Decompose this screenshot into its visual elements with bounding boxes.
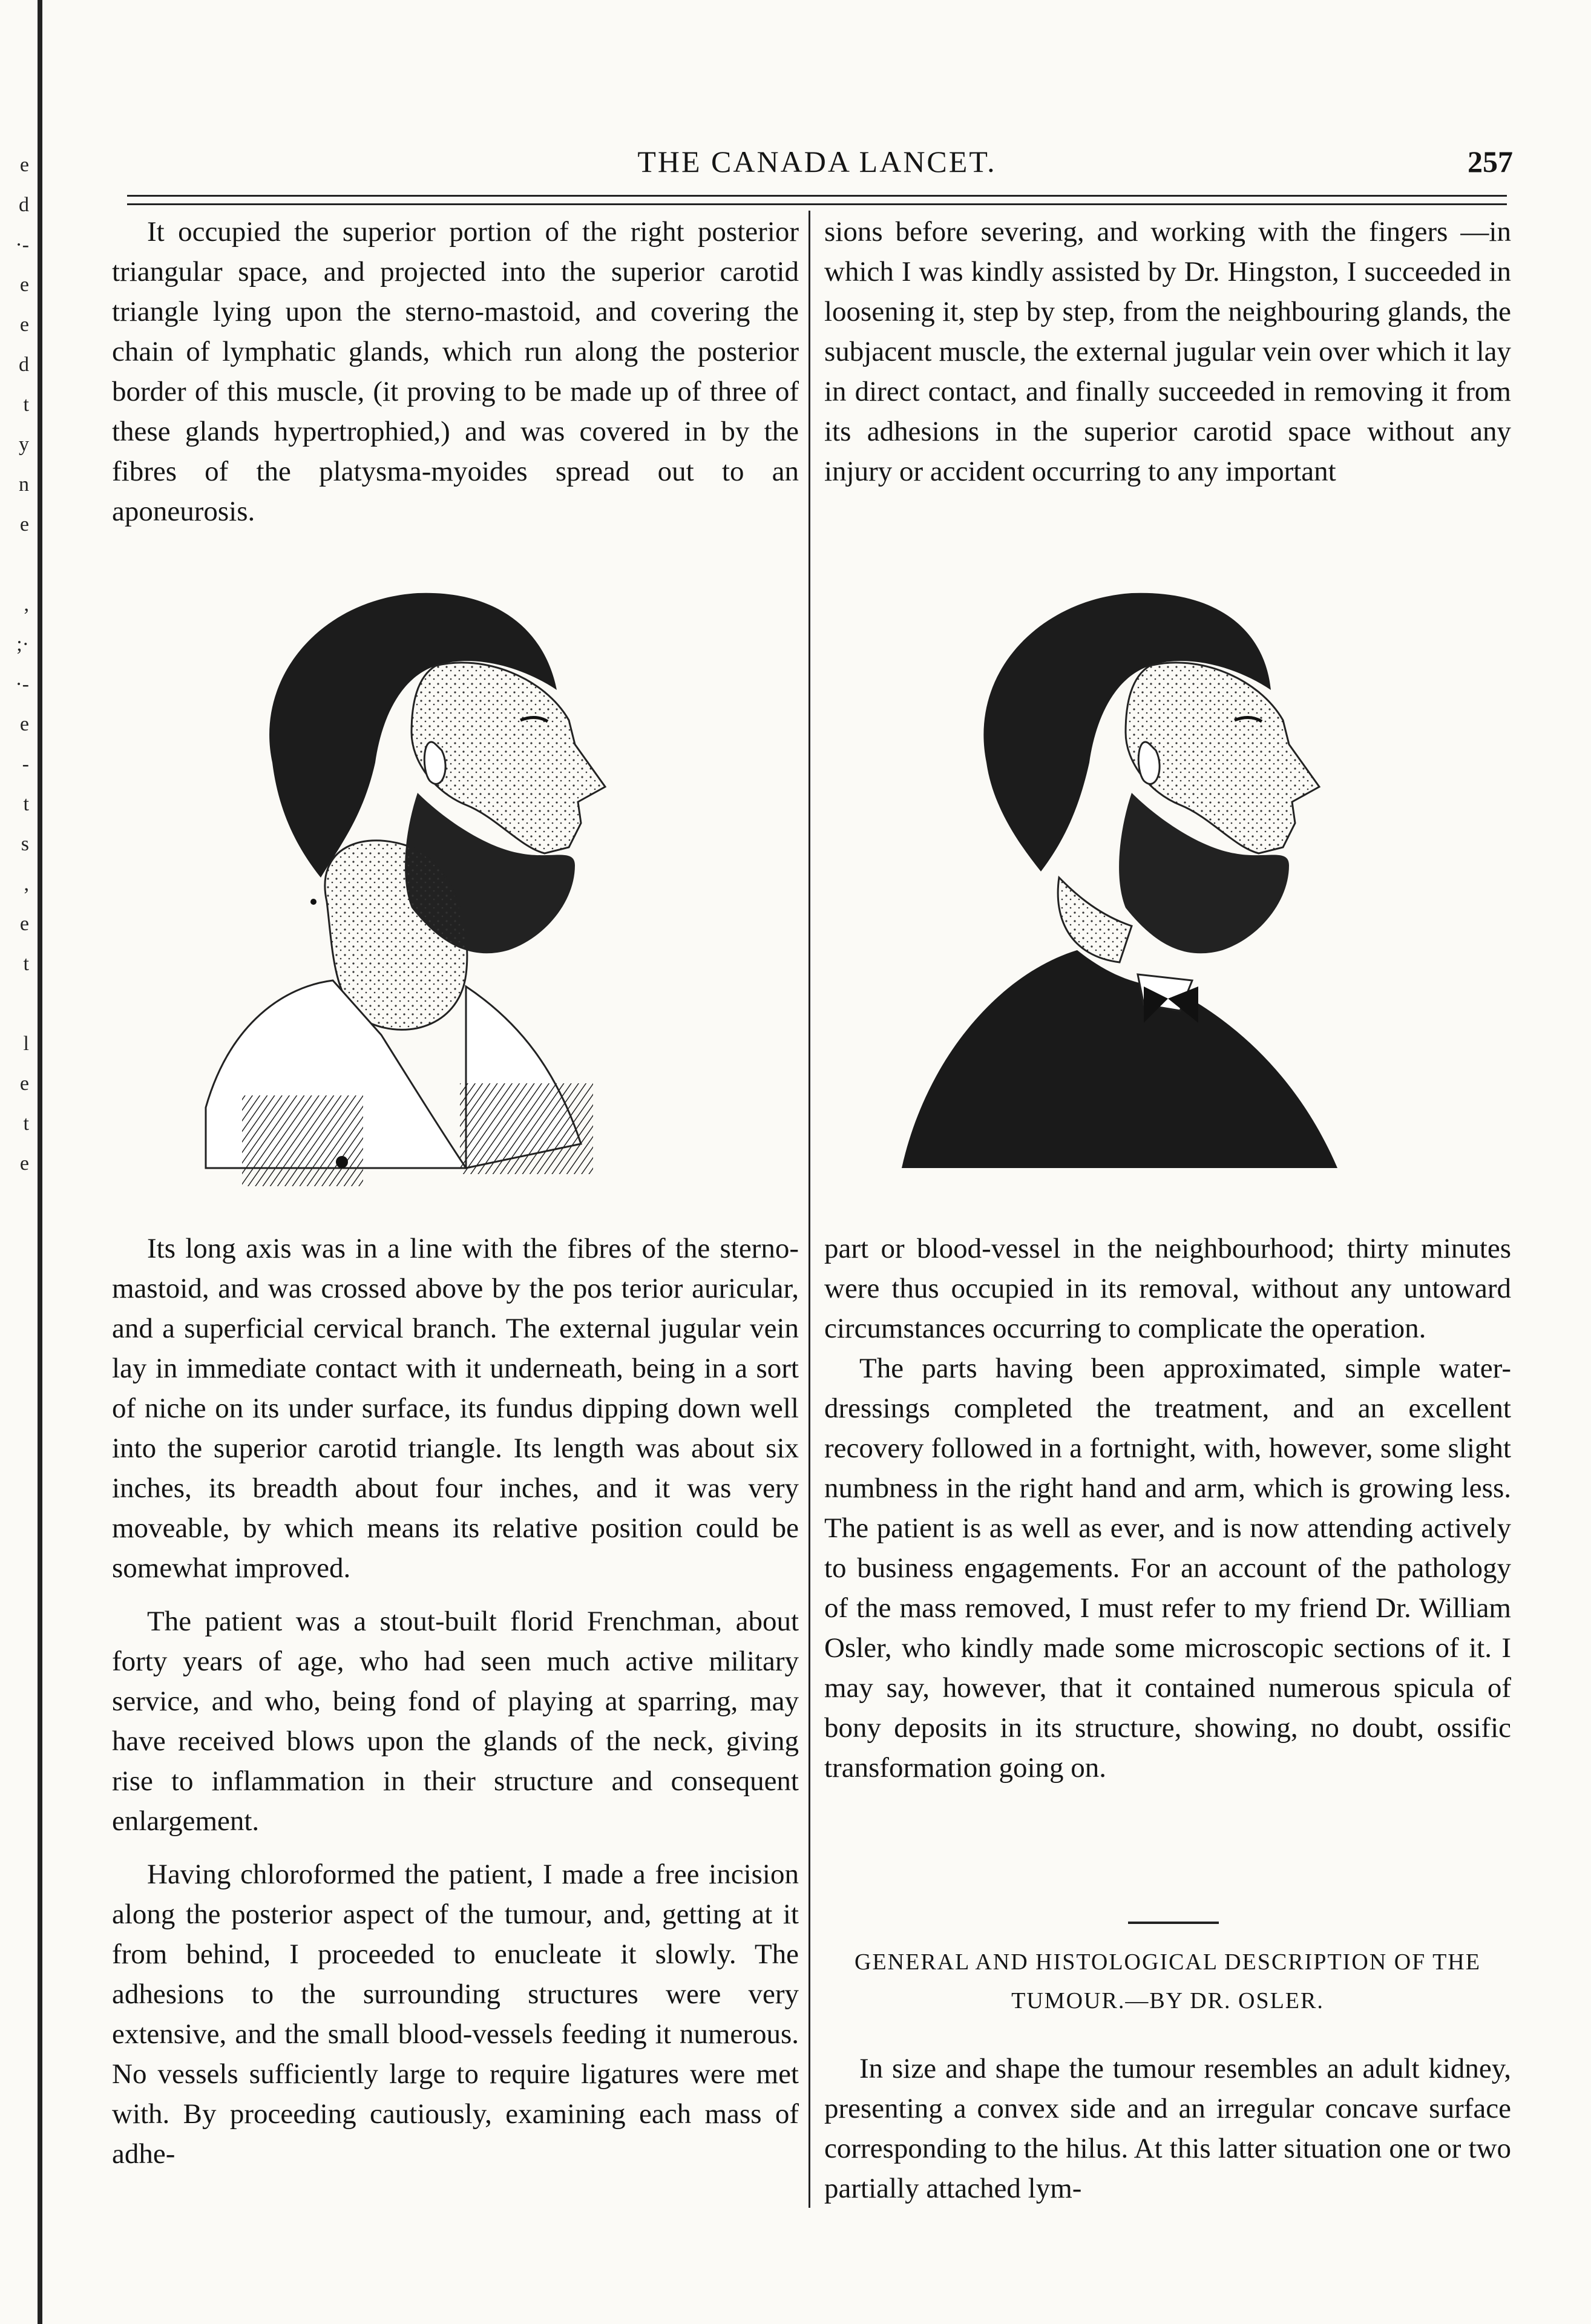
paragraph: The parts having been approximated, simple water-dressings completed the treatment, and an excellent recovery followed in a fortnight, with, however, some slight numbness in the right hand and arm, which is growing less. The patient is as well as ever, and is now attending actively to business engagements. For an account of the pathology of the mass removed, I must refer to my friend Dr. William Osler, who kindly made some microscopic sections of it. I may say, however, that it contained numerous spicula of bony deposits in its structure, showing, no doubt, ossific transformation going on. (824, 1353, 1511, 1784)
header-rule (127, 195, 1507, 197)
adjacent-page-fragments: e d ·- e e d t y n e , ;· ·- e - t s , e t l e t e (15, 154, 29, 1175)
paragraph: sions before severing, and working with the fingers —in which I was kindly assisted by Dr. Hingston, I succeeded in loosening it, step by step, from the neighbouring glands, the subjacent muscle, the external jugular vein over which it lay in direct contact, and finally succeeded in removing it from its adhesions in the superior carotid space without any injury or accident occurring to any important (824, 216, 1511, 487)
paragraph: Having chloroformed the patient, I made a free incision along the posterior aspect of the tumour, and, getting at it from behind, I proceeded to enucleate it slowly. The adhesions to the surrounding structures were very extensive, and the small blood-vessels feeding it numerous. No vessels sufficiently large to require ligatures were met with. By proceeding cautiously, examining each mass of adhe- (112, 1859, 799, 2170)
right-column-top (824, 212, 1511, 491)
paragraph: part or blood-vessel in the neighbourhood; thirty minutes were thus occupied in its removal, without any untoward circumstances occurring to complicate the operation. (824, 1233, 1511, 1344)
figure-patient-before-operation (182, 563, 702, 1216)
engraving-profile-with-neck-tumour (182, 563, 702, 1216)
header-rule-double (127, 203, 1507, 205)
paragraph: It occupied the superior portion of the right posterior triangular space, and projected into the superior carotid triangle lying upon the sterno-mastoid, and covering the chain of lymphatic glands, which run along the posterior border of this muscle, (it proving to be made up of three of these glands hypertrophied,) and was covered in by the fibres of the platysma-myoides spread out to an aponeurosis. (112, 216, 799, 527)
figure-patient-after-operation (878, 563, 1434, 1229)
page-header (121, 132, 1513, 186)
left-column-bottom (112, 1229, 799, 2174)
page-number: 257 (1468, 145, 1513, 179)
paragraph: The patient was a stout-built florid Frenchman, about forty years of age, who had seen much active military service, and who, being fond of playing at sparring, may have received blows upon the glands of the neck, giving rise to inflammation in their structure and consequent enlargement. (112, 1606, 799, 1837)
binding-edge (38, 0, 42, 2324)
paragraph: Its long axis was in a line with the fibres of the sterno-mastoid, and was crossed above by the pos terior auricular, and a superficial cervical branch. The external jugular vein lay in immediate contact with it underneath, being in a sort of niche on its under surface, its fundus dipping down well into the superior carotid triangle. Its length was about six inches, its breadth about four inches, and it was very moveable, by which means its relative position could be somewhat improved. (112, 1233, 799, 1584)
column-divider (809, 211, 810, 2208)
left-column-top (112, 212, 799, 531)
right-column-final (824, 2049, 1511, 2208)
section-separator (1128, 1922, 1219, 1924)
engraving-profile-after-removal (878, 563, 1434, 1229)
paragraph: In size and shape the tumour resembles an adult kidney, presenting a convex side and an irregular concave surface corresponding to the hilus. At this latter situation one or two partially attached lym- (824, 2053, 1511, 2204)
running-title: THE CANADA LANCET. (637, 145, 997, 179)
right-column-bottom (824, 1229, 1511, 1788)
section-heading: GENERAL AND HISTOLOGICAL DESCRIPTION OF THE TUMOUR.—BY DR. OSLER. (855, 1949, 1481, 2014)
